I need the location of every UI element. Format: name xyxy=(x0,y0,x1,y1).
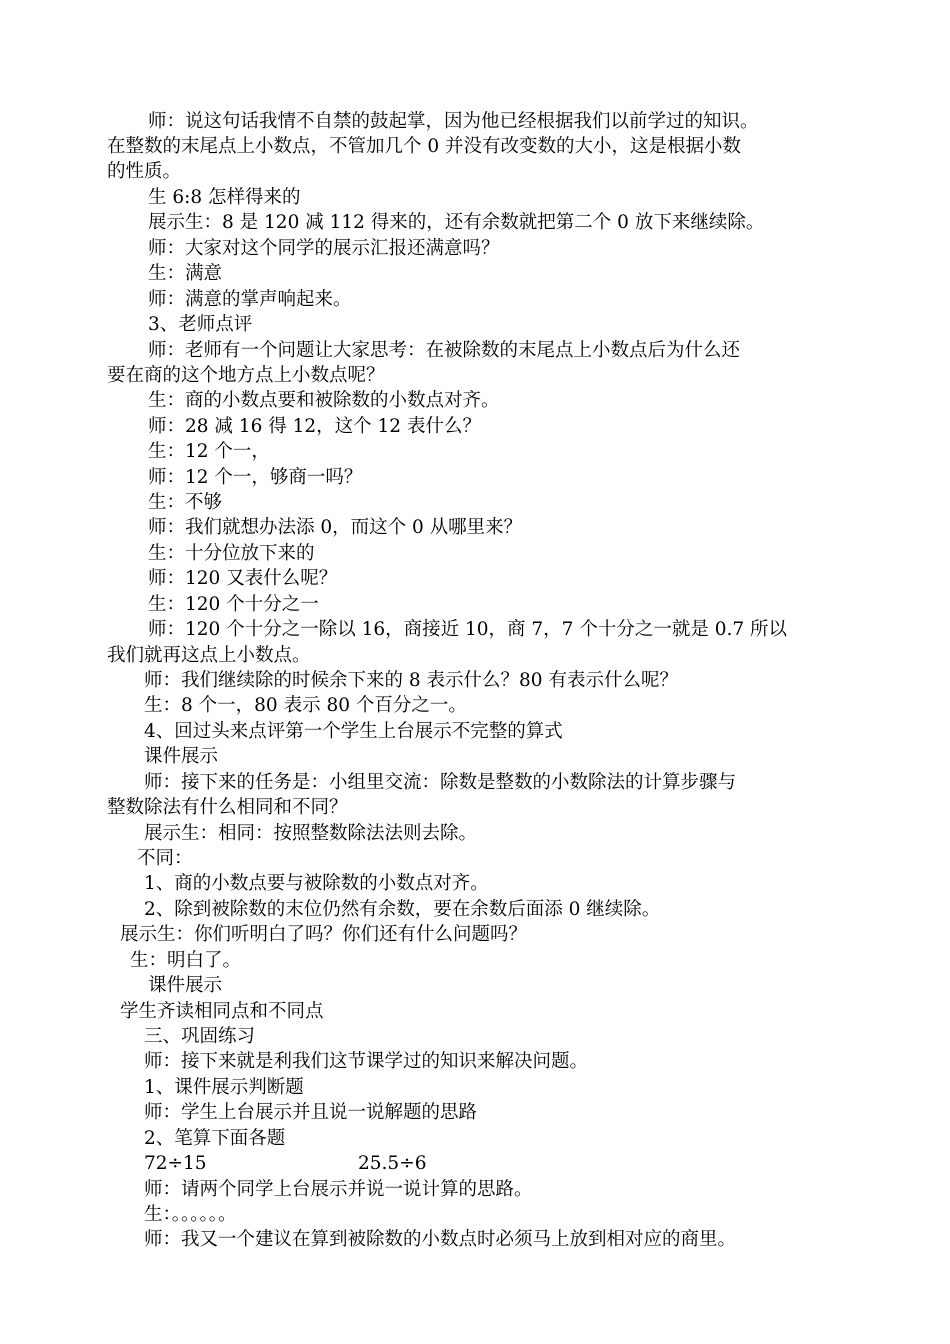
text-line: 师：老师有一个问题让大家思考：在被除数的末尾点上小数点后为什么还 xyxy=(148,340,741,361)
text-line: 课件展示 xyxy=(148,975,223,996)
text-line: 学生齐读相同点和不同点 xyxy=(120,1001,324,1022)
text-line: 师：我们继续除的时候余下来的 8 表示什么？80 有表示什么呢？ xyxy=(144,670,678,691)
text-line: 师：请两个同学上台展示并说一说计算的思路。 xyxy=(144,1179,533,1200)
exercise-item: 25.5÷6 xyxy=(358,1153,427,1174)
text-line: 展示生：你们听明白了吗？你们还有什么问题吗？ xyxy=(120,924,528,945)
text-line: 生：商的小数点要和被除数的小数点对齐。 xyxy=(148,390,500,411)
text-line: 2、除到被除数的末位仍然有余数，要在余数后面添 0 继续除。 xyxy=(144,899,661,920)
text-line: 生：明白了。 xyxy=(130,950,242,971)
section-heading: 3、老师点评 xyxy=(148,314,253,335)
text-line: 展示生：8 是 120 减 112 得来的，还有余数就把第二个 0 放下来继续除。 xyxy=(148,212,765,233)
section-heading: 三、巩固练习 xyxy=(144,1026,256,1047)
text-line: 师：120 又表什么呢？ xyxy=(148,568,338,589)
text-line: 1、商的小数点要与被除数的小数点对齐。 xyxy=(144,873,489,894)
text-line: 2、笔算下面各题 xyxy=(144,1128,286,1149)
text-line: 整数除法有什么相同和不同？ xyxy=(107,797,348,818)
text-line: 师：大家对这个同学的展示汇报还满意吗？ xyxy=(148,238,500,259)
text-line: 不同： xyxy=(137,848,193,869)
text-line: 师：说这句话我情不自禁的鼓起掌，因为他已经根据我们以前学过的知识。 xyxy=(148,111,759,132)
text-line: 生：十分位放下来的 xyxy=(148,543,315,564)
text-line: 课件展示 xyxy=(144,746,219,767)
text-line: 展示生：相同：按照整数除法法则去除。 xyxy=(144,823,478,844)
text-line: 生：120 个十分之一 xyxy=(148,594,319,615)
text-line: 师：我又一个建议在算到被除数的小数点时必须马上放到相对应的商里。 xyxy=(144,1229,737,1250)
section-heading: 4、回过头来点评第一个学生上台展示不完整的算式 xyxy=(144,721,563,742)
text-line: 生：满意 xyxy=(148,263,223,284)
text-line: 生：不够 xyxy=(148,492,223,513)
text-line: 师：学生上台展示并且说一说解题的思路 xyxy=(144,1102,478,1123)
text-line: 师：接下来就是利我们这节课学过的知识来解决问题。 xyxy=(144,1051,589,1072)
text-line: 生：。。。。。。 xyxy=(144,1204,237,1225)
text-line: 师：12 个一，够商一吗？ xyxy=(148,467,363,488)
text-line: 的性质。 xyxy=(107,161,182,182)
text-line: 要在商的这个地方点上小数点呢？ xyxy=(107,365,385,386)
text-line: 师：28 减 16 得 12，这个 12 表什么？ xyxy=(148,416,481,437)
text-line: 我们就再这点上小数点。 xyxy=(107,645,311,666)
text-line: 师：我们就想办法添 0，而这个 0 从哪里来？ xyxy=(148,517,523,538)
exercise-item: 72÷15 xyxy=(144,1153,207,1174)
text-line: 师：120 个十分之一除以 16，商接近 10，商 7，7 个十分之一就是 0.7 所以 xyxy=(148,619,788,640)
text-line: 师：接下来的任务是：小组里交流：除数是整数的小数除法的计算步骤与 xyxy=(144,772,737,793)
text-line: 生 6:8 怎样得来的 xyxy=(148,187,301,208)
text-line: 生：8 个一，80 表示 80 个百分之一。 xyxy=(144,695,467,716)
text-line: 生：12 个一， xyxy=(148,441,270,462)
text-line: 师：满意的掌声响起来。 xyxy=(148,289,352,310)
text-line: 1、课件展示判断题 xyxy=(144,1077,304,1098)
text-line: 在整数的末尾点上小数点，不管加几个 0 并没有改变数的大小，这是根据小数 xyxy=(107,136,742,157)
